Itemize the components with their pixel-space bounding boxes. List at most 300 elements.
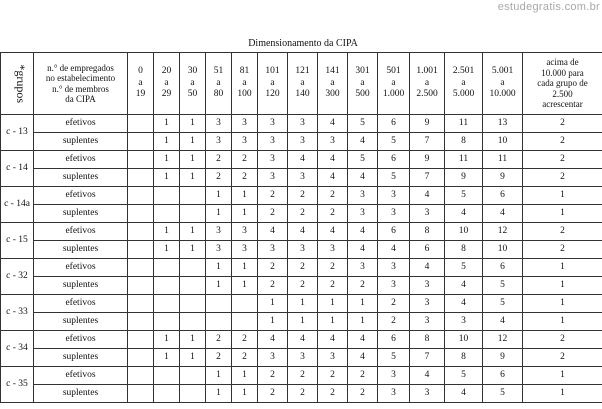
value-cell: 1 (318, 295, 348, 313)
value-cell: 1 (154, 115, 180, 133)
value-cell: 7 (410, 133, 445, 151)
value-cell: 4 (318, 151, 348, 169)
value-cell (128, 205, 154, 223)
value-cell: 3 (232, 223, 258, 241)
value-cell: 4 (288, 331, 318, 349)
value-cell: 1 (523, 295, 602, 313)
value-cell: 2 (258, 367, 288, 385)
value-cell: 2 (318, 277, 348, 295)
value-cell: 5 (483, 277, 523, 295)
value-cell: 1 (523, 313, 602, 331)
value-cell: 8 (445, 241, 483, 259)
value-cell: 4 (348, 241, 378, 259)
value-cell: 5 (445, 259, 483, 277)
value-cell (128, 367, 154, 385)
value-cell: 3 (288, 241, 318, 259)
value-cell: 1 (318, 313, 348, 331)
range-from: 301 (355, 66, 370, 77)
range-to: 100 (237, 89, 252, 100)
value-cell: 3 (288, 115, 318, 133)
value-cell: 1 (154, 169, 180, 187)
range-from: 141 (325, 66, 340, 77)
value-cell: 13 (483, 115, 523, 133)
row-label-cell: efetivos (34, 331, 128, 349)
value-cell: 3 (378, 385, 410, 403)
value-cell: 2 (318, 187, 348, 205)
value-cell (232, 313, 258, 331)
value-cell (180, 277, 206, 295)
row-label-cell: efetivos (34, 115, 128, 133)
value-cell (206, 295, 232, 313)
value-cell: 4 (445, 295, 483, 313)
row-label-cell: efetivos (34, 367, 128, 385)
row-label-cell: suplentes (34, 205, 128, 223)
value-cell: 6 (483, 187, 523, 205)
range-sep: a (138, 77, 143, 88)
range-to: 5.000 (452, 89, 475, 100)
value-cell: 2 (288, 367, 318, 385)
cipa-table (0, 52, 602, 403)
table-row (1, 151, 602, 169)
value-cell: 5 (483, 385, 523, 403)
value-cell (154, 385, 180, 403)
row-label-cell: suplentes (34, 385, 128, 403)
value-cell: 1 (154, 223, 180, 241)
table-row (1, 115, 602, 133)
range-to: 50 (187, 89, 198, 100)
value-cell (128, 223, 154, 241)
value-cell: 1 (258, 295, 288, 313)
value-cell: 1 (232, 259, 258, 277)
group-name-cell: c - 34 (1, 331, 34, 367)
value-cell: 4 (445, 205, 483, 223)
groups-header (1, 53, 34, 115)
range-from: 30 (187, 66, 198, 77)
range-from: 0 (138, 66, 143, 77)
value-cell: 3 (410, 295, 445, 313)
range-to: 19 (135, 89, 146, 100)
value-cell: 4 (288, 223, 318, 241)
value-cell (154, 367, 180, 385)
row-label-cell: efetivos (34, 151, 128, 169)
value-cell: 2 (523, 133, 602, 151)
value-cell: 9 (483, 169, 523, 187)
value-cell: 2 (232, 151, 258, 169)
above-10000-line: 10.000 para (541, 67, 584, 78)
value-cell: 6 (410, 241, 445, 259)
value-cell: 3 (288, 349, 318, 367)
value-cell: 4 (445, 277, 483, 295)
value-cell: 1 (288, 313, 318, 331)
row-label-cell: suplentes (34, 349, 128, 367)
value-cell: 1 (206, 187, 232, 205)
value-cell: 1 (232, 205, 258, 223)
value-cell: 8 (445, 133, 483, 151)
range-from: 51 (213, 66, 224, 77)
description-line: da CIPA (65, 94, 96, 104)
value-cell: 4 (348, 133, 378, 151)
value-cell: 4 (483, 313, 523, 331)
range-header-8 (348, 53, 378, 115)
range-to: 80 (213, 89, 224, 100)
value-cell: 10 (483, 133, 523, 151)
value-cell: 3 (348, 187, 378, 205)
range-from: 1.001 (416, 66, 438, 77)
table-body (1, 115, 602, 403)
above-10000-line: cada grupo de (537, 78, 588, 89)
value-cell: 3 (378, 277, 410, 295)
range-header-4 (232, 53, 258, 115)
watermark-text: estudegratis.com.br (497, 1, 600, 13)
value-cell: 3 (288, 169, 318, 187)
value-cell: 2 (288, 277, 318, 295)
range-to: 2.500 (416, 89, 438, 100)
description-line: no estabelecimento (45, 73, 116, 83)
range-sep: a (164, 77, 169, 88)
value-cell: 9 (410, 151, 445, 169)
value-cell: 2 (232, 169, 258, 187)
value-cell: 4 (445, 385, 483, 403)
value-cell: 5 (445, 367, 483, 385)
value-cell: 11 (445, 115, 483, 133)
table-row (1, 169, 602, 187)
group-name-cell: c - 13 (1, 115, 34, 151)
value-cell: 10 (445, 223, 483, 241)
value-cell: 3 (258, 349, 288, 367)
range-from: 501 (386, 66, 401, 77)
value-cell: 1 (523, 277, 602, 295)
value-cell: 6 (378, 223, 410, 241)
range-header-2 (180, 53, 206, 115)
value-cell: 4 (318, 331, 348, 349)
value-cell: 1 (523, 259, 602, 277)
table-row (1, 133, 602, 151)
value-cell: 12 (483, 331, 523, 349)
value-cell: 3 (410, 385, 445, 403)
table-row (1, 205, 602, 223)
value-cell: 2 (523, 115, 602, 133)
value-cell: 2 (288, 385, 318, 403)
value-cell: 3 (232, 115, 258, 133)
value-cell: 4 (348, 223, 378, 241)
range-sep: a (391, 77, 396, 88)
value-cell (154, 259, 180, 277)
value-cell (128, 331, 154, 349)
row-label-cell: efetivos (34, 187, 128, 205)
value-cell: 1 (232, 367, 258, 385)
value-cell: 3 (232, 241, 258, 259)
value-cell (128, 385, 154, 403)
value-cell: 5 (348, 151, 378, 169)
value-cell: 3 (258, 169, 288, 187)
value-cell: 1 (180, 151, 206, 169)
value-cell: 2 (523, 151, 602, 169)
value-cell: 3 (206, 223, 232, 241)
value-cell: 2 (523, 241, 602, 259)
value-cell (180, 295, 206, 313)
value-cell: 1 (180, 349, 206, 367)
table-row (1, 385, 602, 403)
value-cell: 2 (348, 277, 378, 295)
value-cell: 1 (523, 187, 602, 205)
range-sep: a (216, 77, 221, 88)
value-cell: 5 (348, 115, 378, 133)
value-cell: 3 (410, 313, 445, 331)
value-cell: 4 (410, 367, 445, 385)
value-cell (232, 295, 258, 313)
value-cell: 1 (180, 331, 206, 349)
value-cell: 4 (288, 151, 318, 169)
value-cell: 3 (378, 205, 410, 223)
value-cell: 8 (410, 331, 445, 349)
table-row (1, 187, 602, 205)
value-cell (180, 385, 206, 403)
group-name-cell: c - 14 (1, 151, 34, 187)
value-cell: 9 (483, 349, 523, 367)
value-cell: 1 (348, 295, 378, 313)
description-line: n.° de empregados (47, 62, 114, 73)
value-cell: 5 (378, 349, 410, 367)
value-cell: 4 (483, 205, 523, 223)
range-sep: a (360, 77, 365, 88)
value-cell: 1 (232, 385, 258, 403)
range-to: 140 (295, 89, 310, 100)
value-cell: 4 (348, 169, 378, 187)
range-sep: a (461, 77, 466, 88)
range-header-3 (206, 53, 232, 115)
header-row (1, 53, 602, 115)
value-cell: 2 (318, 385, 348, 403)
value-cell: 6 (378, 115, 410, 133)
row-label-cell: suplentes (34, 277, 128, 295)
value-cell: 1 (154, 241, 180, 259)
value-cell: 6 (483, 259, 523, 277)
value-cell: 1 (523, 205, 602, 223)
range-header-9 (378, 53, 410, 115)
value-cell (206, 313, 232, 331)
value-cell: 11 (445, 151, 483, 169)
value-cell: 10 (483, 241, 523, 259)
value-cell (180, 187, 206, 205)
value-cell: 4 (378, 241, 410, 259)
value-cell (128, 259, 154, 277)
value-cell: 4 (318, 115, 348, 133)
value-cell: 2 (206, 169, 232, 187)
value-cell: 1 (180, 115, 206, 133)
row-label-cell: efetivos (34, 259, 128, 277)
value-cell: 2 (288, 259, 318, 277)
value-cell: 8 (410, 223, 445, 241)
value-cell: 3 (378, 187, 410, 205)
range-sep: a (270, 77, 275, 88)
value-cell: 4 (348, 331, 378, 349)
value-cell: 11 (483, 151, 523, 169)
row-label-cell: efetivos (34, 223, 128, 241)
range-from: 2.501 (452, 66, 475, 77)
value-cell: 6 (378, 151, 410, 169)
value-cell: 3 (318, 349, 348, 367)
table-row (1, 313, 602, 331)
value-cell: 7 (410, 349, 445, 367)
value-cell: 2 (348, 367, 378, 385)
value-cell: 12 (483, 223, 523, 241)
value-cell: 3 (378, 367, 410, 385)
value-cell: 2 (258, 259, 288, 277)
value-cell: 3 (348, 205, 378, 223)
value-cell (180, 205, 206, 223)
value-cell: 3 (258, 133, 288, 151)
range-from: 101 (265, 66, 280, 77)
group-name-cell: c - 32 (1, 259, 34, 295)
value-cell: 4 (258, 223, 288, 241)
value-cell: 5 (378, 133, 410, 151)
row-label-cell: suplentes (34, 241, 128, 259)
value-cell: 2 (523, 349, 602, 367)
value-cell: 2 (348, 385, 378, 403)
value-cell (128, 349, 154, 367)
row-label-cell: suplentes (34, 313, 128, 331)
value-cell: 4 (348, 349, 378, 367)
value-cell: 3 (318, 241, 348, 259)
value-cell: 2 (523, 169, 602, 187)
group-name-cell: c - 15 (1, 223, 34, 259)
value-cell: 2 (288, 187, 318, 205)
value-cell: 4 (410, 259, 445, 277)
value-cell: 2 (318, 259, 348, 277)
range-from: 121 (295, 66, 310, 77)
value-cell: 3 (232, 133, 258, 151)
range-from: 5.001 (491, 66, 514, 77)
value-cell: 3 (410, 205, 445, 223)
value-cell: 3 (206, 115, 232, 133)
value-cell: 2 (258, 385, 288, 403)
above-10000-header (523, 53, 602, 115)
value-cell: 3 (445, 313, 483, 331)
description-line: n.° de membros (52, 83, 109, 94)
value-cell: 5 (483, 295, 523, 313)
value-cell (128, 187, 154, 205)
range-to: 1.000 (382, 89, 405, 100)
value-cell: 4 (318, 223, 348, 241)
value-cell: 3 (258, 151, 288, 169)
table-row (1, 331, 602, 349)
value-cell: 2 (206, 331, 232, 349)
value-cell: 1 (180, 223, 206, 241)
value-cell: 3 (206, 241, 232, 259)
value-cell: 1 (180, 241, 206, 259)
value-cell: 2 (258, 205, 288, 223)
value-cell: 2 (378, 295, 410, 313)
value-cell (128, 295, 154, 313)
row-label-cell: suplentes (34, 133, 128, 151)
value-cell: 1 (206, 259, 232, 277)
value-cell (128, 133, 154, 151)
table-row (1, 295, 602, 313)
groups-header-label: *grupos (14, 64, 29, 103)
range-from: 20 (161, 66, 172, 77)
value-cell (154, 313, 180, 331)
value-cell: 1 (232, 187, 258, 205)
value-cell: 2 (206, 151, 232, 169)
value-cell: 6 (483, 367, 523, 385)
range-to: 120 (265, 89, 280, 100)
value-cell: 8 (445, 349, 483, 367)
value-cell: 10 (445, 331, 483, 349)
range-sep: a (300, 77, 305, 88)
table-row (1, 349, 602, 367)
value-cell (154, 277, 180, 295)
value-cell: 3 (318, 133, 348, 151)
value-cell (128, 115, 154, 133)
table-row (1, 367, 602, 385)
value-cell: 2 (232, 331, 258, 349)
value-cell: 1 (232, 277, 258, 295)
value-cell: 4 (258, 331, 288, 349)
table-row (1, 241, 602, 259)
range-header-6 (288, 53, 318, 115)
table-title: Dimensionamento da CIPA (248, 38, 358, 49)
range-header-0 (128, 53, 154, 115)
range-to: 300 (325, 89, 340, 100)
table-row (1, 259, 602, 277)
value-cell: 6 (378, 331, 410, 349)
range-from: 81 (239, 66, 250, 77)
above-10000-line: acrescentar (542, 99, 583, 110)
value-cell: 2 (258, 277, 288, 295)
range-sep: a (424, 77, 430, 88)
value-cell: 2 (523, 223, 602, 241)
value-cell (154, 187, 180, 205)
value-cell: 1 (154, 331, 180, 349)
value-cell: 1 (523, 385, 602, 403)
value-cell (180, 313, 206, 331)
range-to: 500 (355, 89, 370, 100)
value-cell: 7 (410, 169, 445, 187)
description-header (34, 53, 128, 115)
range-sep: a (500, 77, 505, 88)
range-sep: a (242, 77, 247, 88)
value-cell: 2 (258, 187, 288, 205)
value-cell: 1 (180, 133, 206, 151)
value-cell: 3 (288, 133, 318, 151)
value-cell: 5 (378, 169, 410, 187)
value-cell: 1 (206, 277, 232, 295)
value-cell: 1 (206, 205, 232, 223)
value-cell: 2 (232, 349, 258, 367)
value-cell: 3 (348, 259, 378, 277)
value-cell: 2 (288, 205, 318, 223)
row-label-cell: suplentes (34, 169, 128, 187)
value-cell: 3 (206, 133, 232, 151)
value-cell: 2 (378, 313, 410, 331)
value-cell (128, 241, 154, 259)
range-to: 10.000 (489, 89, 516, 100)
table-row (1, 223, 602, 241)
value-cell: 2 (523, 331, 602, 349)
range-header-11 (445, 53, 483, 115)
value-cell: 1 (154, 349, 180, 367)
value-cell: 4 (318, 169, 348, 187)
group-name-cell: c - 33 (1, 295, 34, 331)
value-cell: 1 (206, 367, 232, 385)
value-cell (154, 205, 180, 223)
row-label-cell: efetivos (34, 295, 128, 313)
range-header-10 (410, 53, 445, 115)
value-cell: 3 (258, 241, 288, 259)
value-cell: 1 (523, 367, 602, 385)
value-cell: 3 (378, 259, 410, 277)
value-cell: 3 (258, 115, 288, 133)
